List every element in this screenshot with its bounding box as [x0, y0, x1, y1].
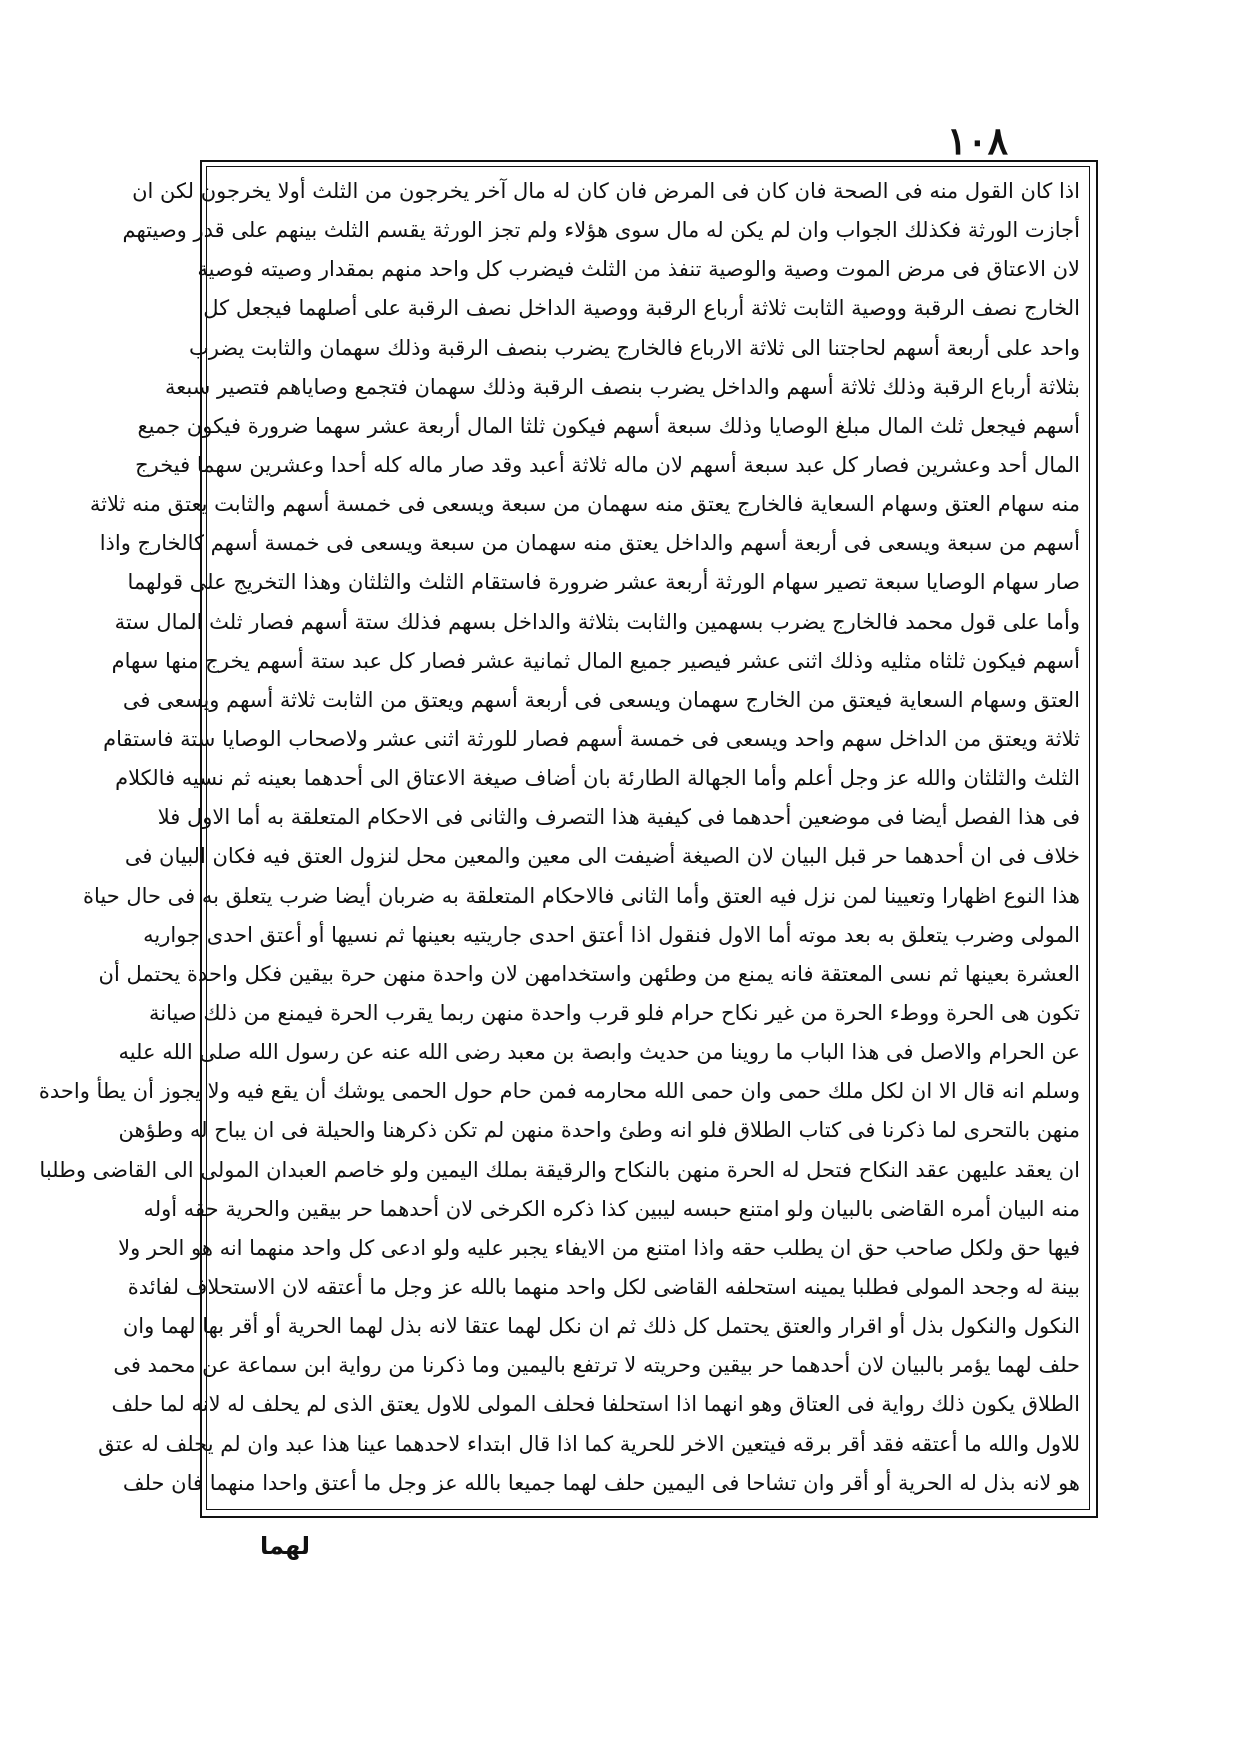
text-line: وسلم انه قال الا ان لكل ملك حمى وان حمى الله محارمه فمن حام حول الحمى يوشك أن يقع فيه ولا يجوز أن يطأ واحدة: [38, 1079, 1080, 1104]
text-line: واحد على أربعة أسهم لحاجتنا الى ثلاثة الارباع فالخارج يضرب بنصف الرقبة وذلك سهمان والثابت يضرب: [188, 335, 1080, 360]
catchword: لهما: [260, 1532, 310, 1560]
text-line: صار سهام الوصايا سبعة تصير سهام الورثة أربعة عشر ضرورة فاستقام الثلث والثلثان وهذا التخريج على قولهما: [127, 570, 1080, 595]
text-line: منه سهام العتق وسهام السعاية فالخارج يعتق منه سهمان من سبعة ويسعى فى خمسة أسهم والثابت يعتق منه ثلاثة: [89, 492, 1080, 517]
text-line: المولى وضرب يتعلق به بعد موته أما الاول فنقول اذا أعتق احدى جاريتيه بعينها ثم نسيها أو أعتق احدى جواريه: [143, 922, 1080, 947]
text-line: بثلاثة أرباع الرقبة وذلك ثلاثة أسهم والداخل يضرب بنصف الرقبة وذلك سهمان فتجمع وصاياهم فتصير سبعة: [165, 374, 1080, 399]
text-line: منه البيان أمره القاضى بالبيان ولو امتنع حبسه ليبين كذا ذكره الكرخى لان أحدهما حر بيقين والحرية حقه أوله: [143, 1196, 1080, 1221]
text-line: هو لانه بذل له الحرية أو أقر وان تشاحا فى اليمين حلف لهما جميعا بالله عز وجل ما أعتق واحدا منهما فان حلف: [122, 1470, 1080, 1495]
text-line: أسهم من سبعة ويسعى فى أربعة أسهم والداخل يعتق منه سهمان من سبعة ويسعى فى خمسة أسهم كالخارج واذا: [99, 531, 1080, 556]
text-line: أجازت الورثة فكذلك الجواب وان لم يكن له مال سوى هؤلاء ولم تجز الورثة يقسم الثلث بينهم على قدر وصيتهم: [122, 218, 1080, 243]
text-line: ثلاثة ويعتق من الداخل سهم واحد ويسعى فى خمسة أسهم فصار للورثة اثنى عشر ولاصحاب الوصايا ستة فاستقام: [103, 726, 1080, 751]
text-line: أسهم فيجعل ثلث المال مبلغ الوصايا وذلك سبعة أسهم فيكون ثلثا المال أربعة عشر سهما ضرورة فيكون جميع: [137, 413, 1080, 438]
text-line: فيها حق ولكل صاحب حق ان يطلب حقه واذا امتنع من الايفاء يجبر عليه ولو ادعى كل واحد منهما انه هو الحر ولا: [118, 1235, 1080, 1260]
page-number: ١٠٨: [946, 118, 1008, 163]
text-line: اذا كان القول منه فى الصحة فان كان فى المرض فان كان له مال آخر يخرجون من الثلث أولا يخرجون لكن ان: [132, 179, 1080, 203]
text-line: الطلاق يكون ذلك رواية فى العتاق وهو انهما اذا استحلفا فحلف المولى للاول يعتق الذى لم يحلف له لانه لما حلف: [111, 1392, 1080, 1417]
text-line: خلاف فى ان أحدهما حر قبل البيان لان الصيغة أضيفت الى معين والمعين محل لنزول العتق فيه فكان البيان فى: [124, 844, 1080, 869]
text-line: الخارج نصف الرقبة ووصية الثابت ثلاثة أرباع الرقبة ووصية الداخل نصف الرقبة على أصلهما فيجعل كل: [203, 296, 1080, 321]
text-line: النكول والنكول بذل أو اقرار والعتق يحتمل كل ذلك ثم ان نكل لهما عتقا لانه بذل لهما الحرية أو أقر بها لهما وان: [122, 1314, 1080, 1339]
text-line: ان يعقد عليهن عقد النكاح فتحل له الحرة منهن بالنكاح والرقيقة بملك اليمين ولو خاصم العبدان المولى الى القاضى وطلبا: [39, 1157, 1080, 1182]
text-line: العتق وسهام السعاية فيعتق من الخارج سهمان ويسعى فى أربعة أسهم ويعتق من الثابت ثلاثة أسهم ويسعى فى: [122, 687, 1080, 712]
text-line: وأما على قول محمد فالخارج يضرب بسهمين والثابت بثلاثة والداخل بسهم فذلك ستة أسهم فصار ثلث المال ستة: [114, 609, 1080, 634]
text-line: فى هذا الفصل أيضا فى موضعين أحدهما فى كيفية هذا التصرف والثانى فى الاحكام المتعلقة به أما الاول فلا: [157, 805, 1080, 830]
text-line: منهن بالتحرى لما ذكرنا فى كتاب الطلاق فلو انه وطئ واحدة منهن لم تكن ذكرهنا والحيلة فى ان يباح له وطؤهن: [118, 1118, 1080, 1143]
text-line: الثلث والثلثان والله عز وجل أعلم وأما الجهالة الطارئة بان أضاف صيغة الاعتاق الى أحدهما بعينه ثم نسيه فالكلام: [115, 766, 1080, 791]
text-line: عن الحرام والاصل فى هذا الباب ما روينا من حديث وابصة بن معبد رضى الله عنه عن رسول الله صلى الله عليه: [118, 1040, 1080, 1065]
main-text: [38, 172, 1080, 1502]
text-line: بينة له وجحد المولى فطلبا يمينه استحلفه القاضى لكل واحد منهما بالله عز وجل ما أعتقه لان الاستحلاف لفائدة: [127, 1274, 1080, 1299]
text-line: العشرة بعينها ثم نسى المعتقة فانه يمنع من وطئهن واستخدامهن لان واحدة منهن حرة بيقين فكل واحدة يحتمل أن: [98, 961, 1080, 986]
text-line: هذا النوع اظهارا وتعيينا لمن نزل فيه العتق وأما الثانى فالاحكام المتعلقة به ضربان أيضا ضرب يتعلق به فى حال حياة: [82, 883, 1080, 908]
text-line: تكون هى الحرة ووطء الحرة من غير نكاح حرام فلو قرب واحدة منهن ربما يقرب الحرة فيمنع من ذلك صيانة: [149, 1000, 1080, 1025]
text-line: للاول والله ما أعتقه فقد أقر برقه فيتعين الاخر للحرية كما اذا قال ابتداء لاحدهما عينا هذا عبد وان لم يحلف له عتق: [98, 1431, 1080, 1456]
text-line: أسهم فيكون ثلثاه مثليه وذلك اثنى عشر فيصير جميع المال ثمانية عشر فصار كل عبد ستة أسهم يخرج منها سهام: [111, 648, 1080, 673]
text-line: المال أحد وعشرين فصار كل عبد سبعة أسهم لان ماله ثلاثة أعبد وقد صار ماله كله أحدا وعشرين سهما فيخرج: [135, 452, 1080, 477]
text-line: لان الاعتاق فى مرض الموت وصية والوصية تنفذ من الثلث فيضرب كل واحد منهم بمقدار وصيته فوصية: [197, 257, 1080, 282]
text-line: حلف لهما يؤمر بالبيان لان أحدهما حر بيقين وحريته لا ترتفع باليمين وما ذكرنا من رواية ابن سماعة عن محمد فى: [113, 1353, 1080, 1378]
